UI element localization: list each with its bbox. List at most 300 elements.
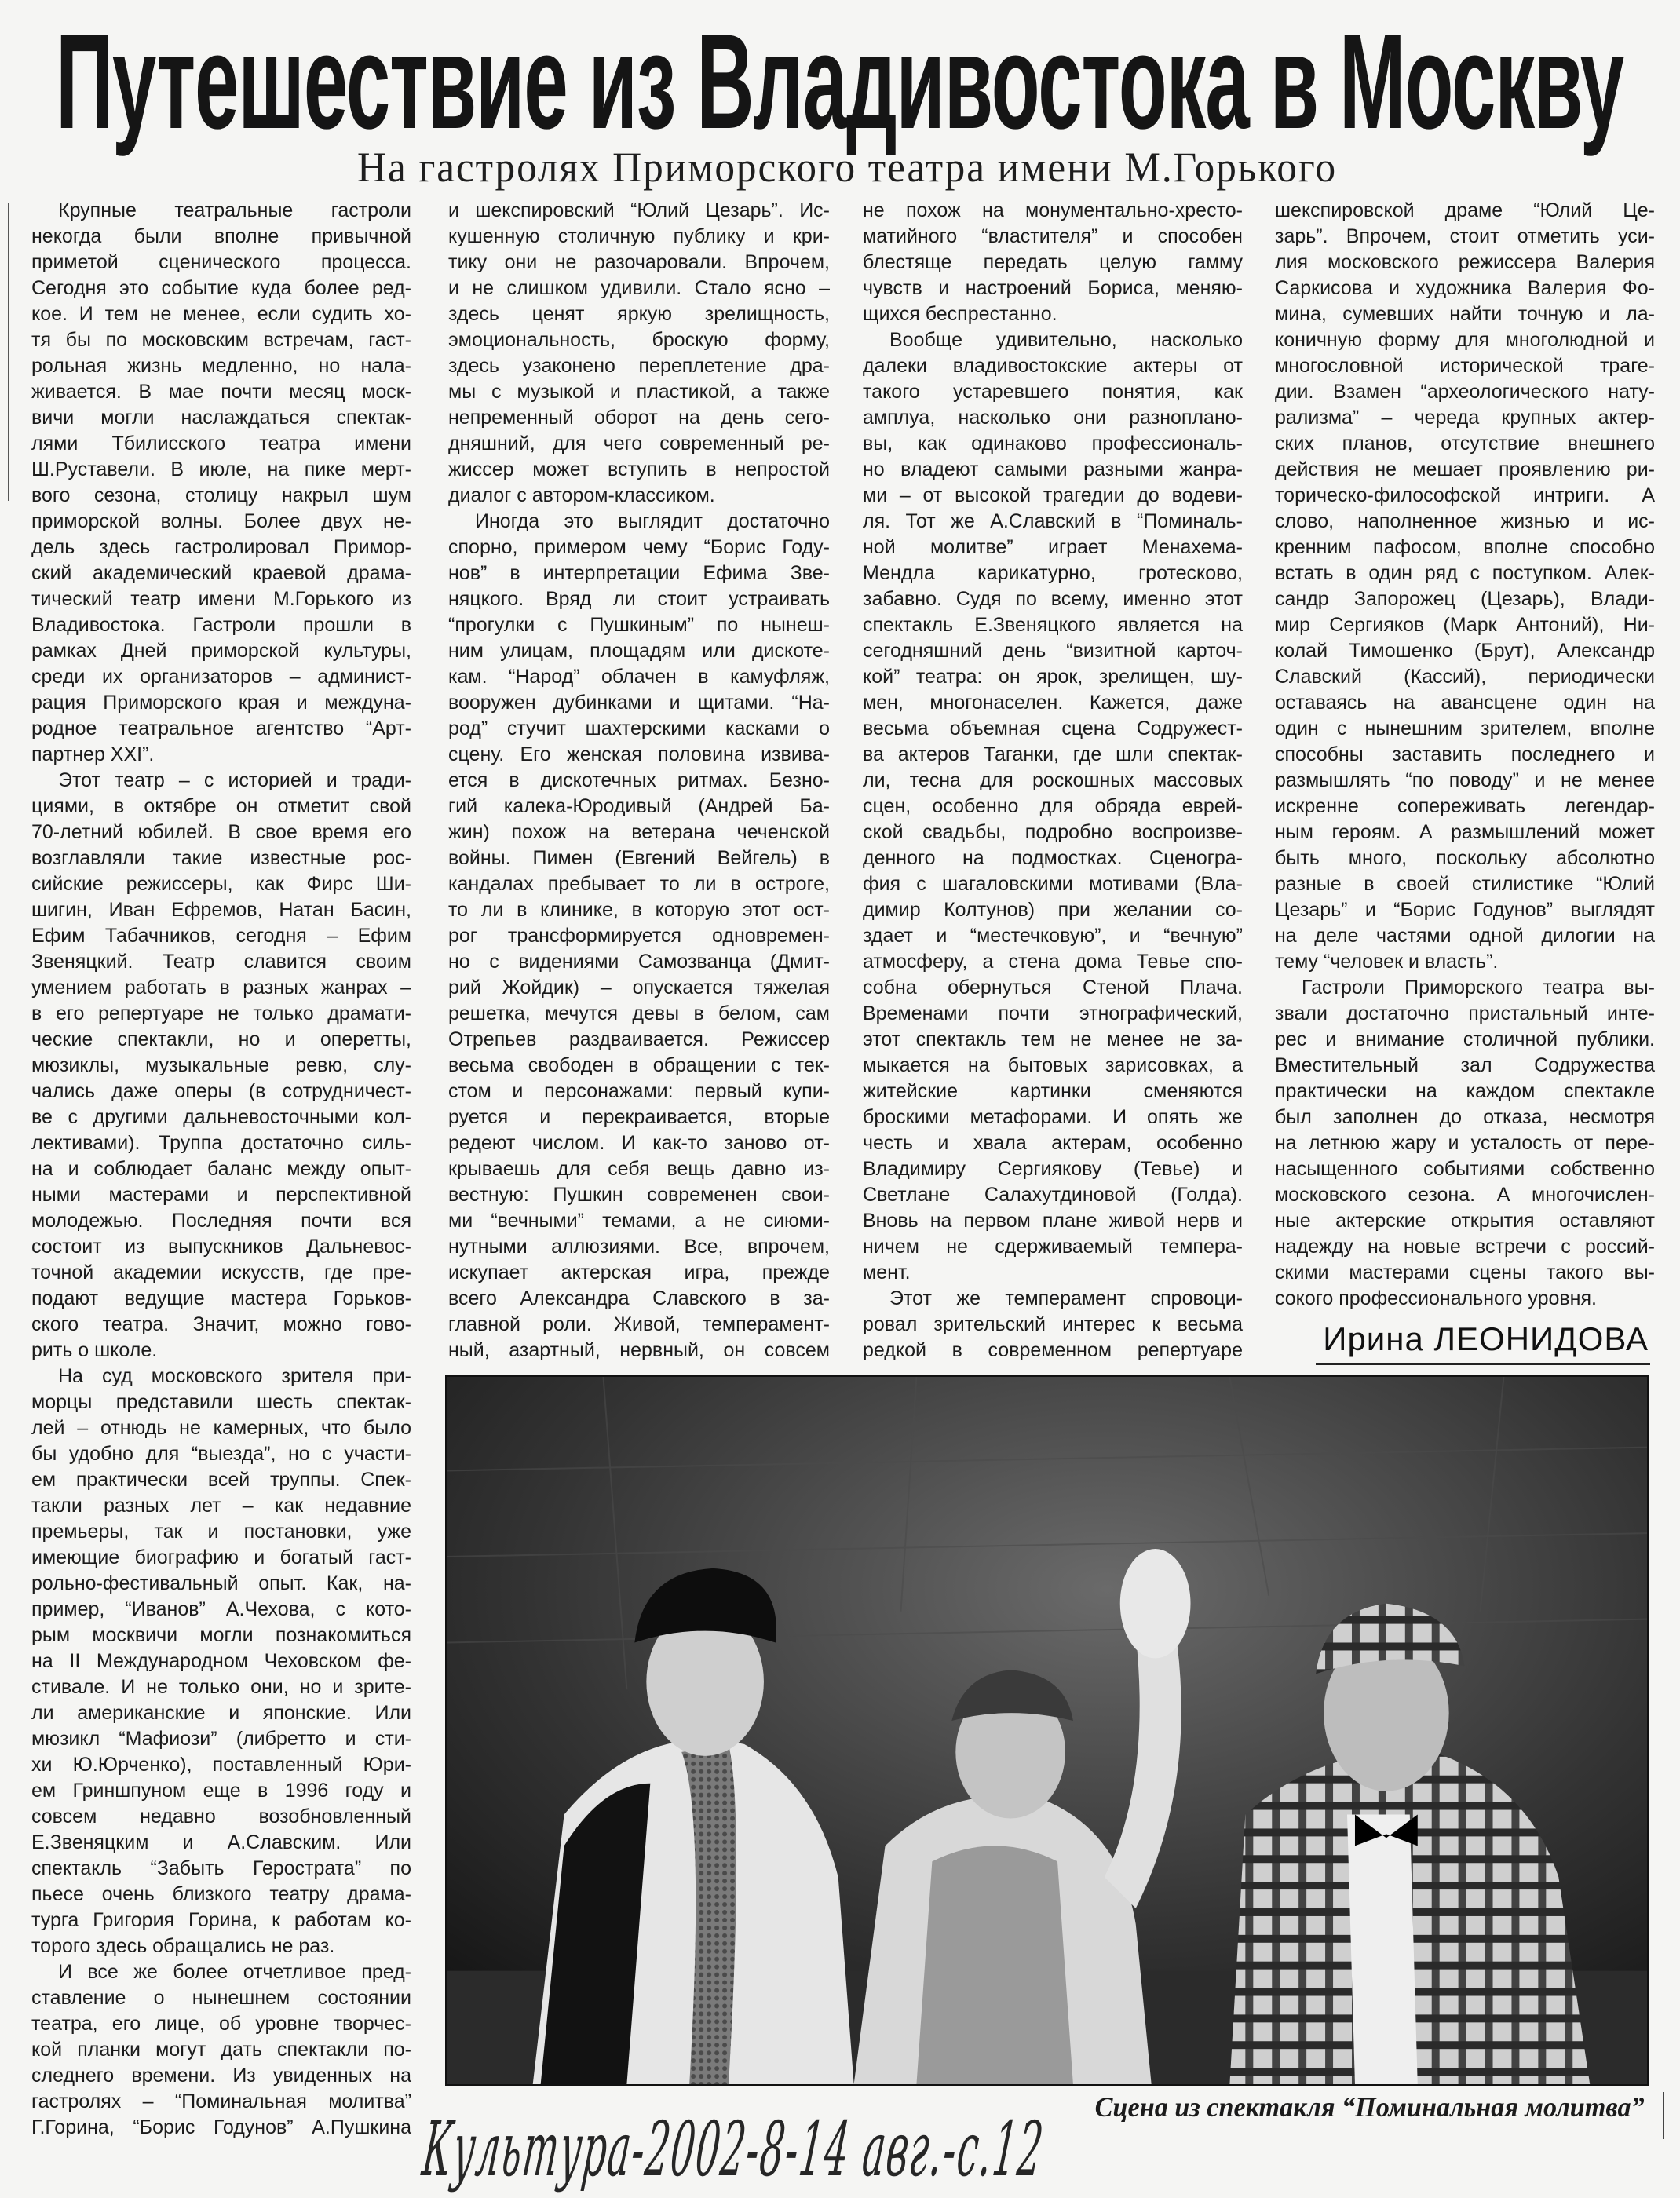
text-line [31,845,411,871]
text-line-content: вооружен дубинками и щитами. “На- [448,692,830,714]
text-line-content: родное театральное агентство “Арт- [31,717,411,739]
text-line [31,1778,411,1804]
text-line [863,379,1243,405]
author-first-name: Ирина [1323,1320,1424,1357]
text-line-content: Цезарь” и “Борис Годунов” выглядят [1275,899,1655,921]
text-line-content: премьеры, так и постановки, уже [31,1521,411,1543]
text-line-content: главной роли. Живой, темперамент- [448,1313,830,1335]
text-line [863,923,1243,949]
text-line-content: Вновь на первом плане живой нерв и [863,1210,1243,1232]
text-line [31,1104,411,1130]
text-line-content: шигин, Иван Ефремов, Натан Басин, [31,899,411,921]
text-line [31,457,411,483]
text-line-content: размышлять “по поводу” и не менее [1275,769,1655,791]
text-line [31,690,411,716]
text-line-content: Славский (Кассий), периодически [1275,666,1655,688]
text-line-content: среди их организаторов – админист- [31,666,411,688]
text-line [863,1260,1243,1286]
text-line-content: Владимиру Сергиякову (Тевье) и [863,1158,1243,1180]
text-line-content: ми “вечными” темами, а не сиюми- [448,1210,830,1232]
text-line [31,1389,411,1415]
text-line-content: мина, сумевших найти точную и ла- [1275,303,1655,325]
text-line-content: Сегодня это событие куда более ред- [31,277,411,299]
text-line [448,1338,830,1364]
article-column-4 [1275,198,1655,1312]
text-line [863,1182,1243,1208]
text-line [863,794,1243,820]
text-line-content: ной молитве” играет Менахема- [863,536,1243,558]
text-line-content: театра, его лице, об уровне творчес- [31,2013,411,2035]
text-line [863,1104,1243,1130]
text-line-content: приморской волны. Более двух не- [31,510,411,532]
text-line [448,664,830,690]
text-line [448,560,830,586]
text-line [863,742,1243,768]
text-line [31,1908,411,1933]
text-line [863,664,1243,690]
text-line [31,1286,411,1312]
text-line [448,457,830,483]
text-line [448,405,830,431]
text-line-content: На суд московского зрителя при- [58,1365,411,1387]
text-line-content: кам. “Народ” облачен в камуфляж, [448,666,830,688]
text-line [1275,327,1655,353]
text-line-content: многословной исторической траге- [1275,355,1655,377]
text-line-content: скими мастерами сцены такого вы- [1275,1261,1655,1283]
text-line [31,1338,411,1364]
text-line-content: атмосферу, а стена дома Тевье спо- [863,951,1243,973]
text-line [31,586,411,612]
text-line-content: сийские режиссеры, как Фирс Ши- [31,873,411,895]
text-line [31,1001,411,1027]
text-line-content: имеющие биографию и богатый гаст- [31,1546,411,1568]
text-line-content: ва актеров Таганки, где шли спектак- [863,743,1243,765]
text-line [1275,198,1655,224]
caption-rule [1663,2092,1664,2139]
text-line-content: далеки владивостокские актеры от [863,355,1243,377]
text-line-content: сегодняшний день “визитной карточ- [863,640,1243,662]
text-line-content: рес и внимание столичной публики. [1275,1028,1655,1050]
text-line-content: весьма объемная сцена Содружест- [863,717,1243,739]
text-line [31,1804,411,1830]
text-line-content: няцкого. Вряд ли стоит устраивать [448,588,830,610]
text-line-content: оставаясь на авансцене один на [1275,692,1655,714]
text-line [863,301,1243,327]
text-line [448,871,830,897]
text-line-content: здесь узаконено переплетение дра- [448,355,830,377]
text-line-content: надежду на новые встречи с россий- [1275,1236,1655,1258]
article-column-1 [31,198,411,2141]
text-line-content: кандалах пребывает то ли в остроге, [448,873,830,895]
text-line [1275,1182,1655,1208]
text-line [31,1130,411,1156]
text-line [448,1079,830,1104]
text-line [31,716,411,742]
text-line [863,250,1243,276]
text-line [31,1648,411,1674]
text-line [31,794,411,820]
text-line [448,1208,830,1234]
text-line [1275,560,1655,586]
text-line-content: лия московского режиссера Валерия [1275,251,1655,273]
text-line [863,690,1243,716]
text-line [448,431,830,457]
text-line [31,198,411,224]
text-line [31,1493,411,1519]
text-line [1275,431,1655,457]
text-line [863,612,1243,638]
text-line-content: кой планки могут дать спектакли по- [31,2039,411,2061]
text-line [863,1053,1243,1079]
text-line-content: в его репертуаре не только драмати- [31,1002,411,1024]
text-line-content: вичи могли наслаждаться спектак- [31,407,411,429]
text-line-content: то ли в клинике, в которую этот ост- [448,899,830,921]
text-line [1275,794,1655,820]
text-line [31,1933,411,1959]
text-line-content: денного на подмостках. Сценогра- [863,847,1243,869]
text-line [1275,1208,1655,1234]
text-line [1275,509,1655,535]
text-line-content: мент. [863,1261,911,1283]
text-line-content: один с нынешним зрителем, вполне [1275,717,1655,739]
text-line-content: но с видениями Самозванца (Дмит- [448,951,830,973]
text-line [31,1415,411,1441]
text-line [1275,820,1655,845]
text-line-content: ли американские и японские. Или [31,1702,411,1724]
text-line-content: мыкается на бытовых зарисовках, а [863,1054,1243,1076]
text-line-content: такого устаревшего понятия, как [863,381,1243,403]
text-line-content: стивале. И не только они, но и зрите- [31,1676,411,1698]
text-line [863,509,1243,535]
text-line-content: ничем не сдерживаемый темпера- [863,1236,1243,1258]
text-line [863,405,1243,431]
text-line [31,431,411,457]
text-line [1275,1079,1655,1104]
author-last-name: ЛЕОНИДОВА [1433,1320,1649,1357]
text-line-content: жиссер может вступить в непростой [448,458,830,480]
text-line [31,923,411,949]
text-line-content: кое. И тем не менее, если судить хо- [31,303,411,325]
text-line [31,1519,411,1545]
text-line [31,2089,411,2115]
text-line [863,949,1243,975]
text-line [31,1208,411,1234]
text-line-content: и шекспировский “Юлий Цезарь”. Ис- [448,199,830,221]
byline [1323,1320,1649,1358]
text-line-content: броскими метафорами. И опять же [863,1106,1243,1128]
text-line [31,379,411,405]
text-line-content: чувств и настроений Бориса, меняю- [863,277,1243,299]
text-line [863,483,1243,509]
text-line [31,1959,411,1985]
text-line [31,250,411,276]
photo-caption: Сцена из спектакля “Поминальная молитва” [1095,2091,1645,2123]
text-line [448,535,830,560]
text-line-content: рация Приморского края и междуна- [31,692,411,714]
text-line [1275,379,1655,405]
text-line-content: турга Григория Горина, к работам ко- [31,1909,411,1931]
text-line [1275,1286,1655,1312]
text-line-content: забавно. Судя по всему, именно этот [863,588,1243,610]
text-line [863,820,1243,845]
text-line [448,716,830,742]
text-line [863,768,1243,794]
text-line [1275,301,1655,327]
text-line [863,560,1243,586]
text-line [31,1441,411,1467]
text-line-content: ского театра. Значит, можно гово- [31,1313,411,1335]
text-line-content: лей – отнюдь не камерных, что было [31,1417,411,1439]
text-line [31,560,411,586]
text-line [863,327,1243,353]
text-line-content: но владеют самыми разными жанра- [863,458,1243,480]
column-rule [8,203,9,501]
text-line-content: Звеняцкий. Театр славится своим [31,951,411,973]
text-line [448,1130,830,1156]
text-line-content: приметой сценического процесса. [31,251,411,273]
text-line [31,1623,411,1648]
text-line [31,1053,411,1079]
text-line [31,1571,411,1597]
text-line-content: кой” театра: он ярок, зрелищен, шу- [863,666,1243,688]
text-line-content: И все же более отчетливое пред- [58,1961,411,1983]
text-line-content: возглавляли такие известные рос- [31,847,411,869]
text-line-content: звали достаточно пристальный инте- [1275,1002,1655,1024]
text-line [31,2115,411,2141]
text-line-content: непременный оборот на день сего- [448,407,830,429]
text-line [448,301,830,327]
text-line [1275,535,1655,560]
text-line-content: ли, тесна для роскошных массовых [863,769,1243,791]
text-line-content: насыщенного событиями собственно [1275,1158,1655,1180]
text-line [1275,716,1655,742]
text-line-content: подают ведущие мастера Горьков- [31,1287,411,1309]
text-line-content: этот спектакль тем не менее не за- [863,1028,1243,1050]
text-line [448,845,830,871]
text-line-content: лективами). Труппа достаточно силь- [31,1132,411,1154]
text-line-content: здает и “местечковую”, и “вечную” [863,925,1243,947]
text-line [31,742,411,768]
text-line-content: Ефим Табачников, сегодня – Ефим [31,925,411,947]
text-line-content: следнего времени. Из увиденных на [31,2065,411,2087]
text-line [448,586,830,612]
text-line-content: Мендла карикатурно, гротесково, [863,562,1243,584]
text-line [1275,1104,1655,1130]
text-line [31,1467,411,1493]
text-line [31,1027,411,1053]
text-line-content: Иногда это выглядит достаточно [475,510,830,532]
text-line-content: “прогулки с Пушкиным” по нынеш- [448,614,830,636]
stage-photo [445,1375,1649,2086]
text-line-content: московского сезона. А многочислен- [1275,1184,1655,1206]
text-line-content: ческие спектакли, но и оперетты, [31,1028,411,1050]
text-line [1275,975,1655,1001]
text-line [448,1001,830,1027]
text-line-content: сцену. Его женская половина извива- [448,743,830,765]
text-line-content: ве с другими дальневосточными кол- [31,1106,411,1128]
text-line-content: рить о школе. [31,1339,158,1361]
text-line-content: дняшний, для чего современный ре- [448,433,830,455]
text-line-content: собна обернуться Стеной Плача. [863,977,1243,999]
text-line [448,483,830,509]
text-line-content: действия не мешает проявлению ри- [1275,458,1655,480]
text-line-content: мен, многонаселен. Кажется, даже [863,692,1243,714]
text-line [448,794,830,820]
text-line-content: сокого профессионального уровня. [1275,1287,1597,1309]
text-line-content: пьесе очень близкого театру драма- [31,1883,411,1905]
text-line [1275,224,1655,250]
text-line [31,1597,411,1623]
text-line-content: тя бы по московским встречам, гаст- [31,329,411,351]
subheadline: На гастролях Приморского театра имени М.Горького [357,144,1337,191]
text-line [448,820,830,845]
text-line-content: сцен, особенно для обряда еврей- [863,795,1243,817]
text-line [863,1234,1243,1260]
text-line-content: рог трансформируется одновремен- [448,925,830,947]
text-line [1275,845,1655,871]
text-line [1275,1130,1655,1156]
text-line [31,1752,411,1778]
text-line [863,1338,1243,1364]
text-line-content: тему “человек и власть”. [1275,951,1499,973]
text-line [31,1674,411,1700]
text-line-content: дель здесь гастролировал Примор- [31,536,411,558]
text-line-content: Временами почти этнографический, [863,1002,1243,1024]
text-line-content: искренне сопереживать легендар- [1275,795,1655,817]
text-line [31,1234,411,1260]
text-line [1275,1027,1655,1053]
text-line-content: практически на каждом спектакле [1275,1080,1655,1102]
text-line-content: ним улицам, площадям или дискоте- [448,640,830,662]
text-line-content: дии. Взамен “археологического нату- [1275,381,1655,403]
text-line-content: встать в один ряд с поступком. Алек- [1275,562,1655,584]
text-line [31,897,411,923]
text-line [448,327,830,353]
text-line-content: хи Ю.Юрченко), поставленный Юри- [31,1754,411,1776]
text-line [863,431,1243,457]
text-line-content: совсем недавно возобновленный [31,1806,411,1827]
text-line-content: спектакль Е.Звеняцкого является на [863,614,1243,636]
text-line [863,1286,1243,1312]
text-line [1275,457,1655,483]
text-line [31,509,411,535]
text-line-content: Ш.Руставели. В июле, на пике мерт- [31,458,411,480]
text-line [31,2037,411,2063]
text-line [31,820,411,845]
text-line-content: ный, азартный, нервный, он совсем [448,1339,830,1361]
text-line-content: не похож на монументально-хресто- [863,199,1243,221]
text-line-content: сандр Запорожец (Цезарь), Влади- [1275,588,1655,610]
text-line-content: на и соблюдает баланс между опыт- [31,1158,411,1180]
text-line-content: мюзиклы, музыкальные ревю, слу- [31,1054,411,1076]
text-line [1275,353,1655,379]
text-line [1275,690,1655,716]
text-line [448,1104,830,1130]
text-line-content: ской свадьбы, подробно воспроизве- [863,821,1243,843]
article-column-3 [863,198,1243,1364]
text-line-content: стом и персонажами: первый купи- [448,1080,830,1102]
text-line [448,690,830,716]
text-line-content: здесь ценят яркую зрелищность, [448,303,830,325]
text-line-content: житейские картинки сменяются [863,1080,1243,1102]
text-line-content: тику они не разочаровали. Впрочем, [448,251,830,273]
text-line-content: щихся беспрестанно. [863,303,1057,325]
text-line [448,1234,830,1260]
text-line-content: искупает актерская игра, прежде [448,1261,830,1283]
text-line [1275,897,1655,923]
text-line-content: ровал зрительский интерес к весьма [863,1313,1243,1335]
text-line-content: Г.Горина, “Борис Годунов” А.Пушкина [31,2116,411,2138]
text-line [448,379,830,405]
text-line-content: торическо-философской интриги. А [1275,484,1655,506]
text-line [1275,664,1655,690]
text-line-content: слово, наполненное жизнью и ис- [1275,510,1655,532]
text-line [448,1053,830,1079]
stage-photo-image [447,1377,1647,2084]
text-line-content: Саркисова и художника Валерия Фо- [1275,277,1655,299]
text-line-content: спектакль “Забыть Герострата” по [31,1857,411,1879]
text-line [448,198,830,224]
text-line [31,2063,411,2089]
text-line-content: чались даже оперы (в сотрудничест- [31,1080,411,1102]
text-line-content: и не слишком удивили. Стало ясно – [448,277,830,299]
text-line [863,276,1243,301]
text-line-content: некогда были вполне привычной [31,225,411,247]
text-line [31,949,411,975]
text-line-content: Этот же темперамент спровоци- [889,1287,1243,1309]
text-line [448,612,830,638]
text-line-content: пример, “Иванов” А.Чехова, с кото- [31,1598,411,1620]
text-line-content: живается. В мае почти месяц моск- [31,381,411,403]
text-line [448,923,830,949]
text-line [863,845,1243,871]
text-line-content: вого сезона, столицу накрыл шум [31,484,411,506]
text-line-content: спорно, примером чему “Борис Году- [448,536,830,558]
text-line [863,1208,1243,1234]
text-line-content: редеют числом. И как-то заново от- [448,1132,830,1154]
text-line-content: жин) похож на ветерана чеченской [448,821,830,843]
text-line [31,1700,411,1726]
text-line [1275,1053,1655,1079]
text-line-content: молодежью. Последняя почти вся [31,1210,411,1232]
text-line [31,975,411,1001]
text-line [31,1545,411,1571]
text-line-content: циями, в октябре он отметит свой [31,795,411,817]
text-line [448,1156,830,1182]
text-line [448,949,830,975]
text-line [31,405,411,431]
text-line [31,301,411,327]
text-line-content: умением работать в разных жанрах – [31,977,411,999]
text-line [863,897,1243,923]
text-line [1275,768,1655,794]
text-line-content: диалог с автором-классиком. [448,484,715,506]
text-line-content: мы с музыкой и пластикой, а также [448,381,830,403]
text-line [31,353,411,379]
text-line-content: крываешь для себя вещь давно из- [448,1158,830,1180]
text-line [863,975,1243,1001]
text-line-content: 70-летний юбилей. В свое время его [31,821,411,843]
text-line-content: на деле частями одной дилогии на [1275,925,1655,947]
text-line-content: Е.Звеняцким и А.Славским. Или [31,1831,411,1853]
text-line-content: торого здесь обращались не раз. [31,1935,335,1957]
text-line [863,198,1243,224]
text-line-content: ным героям. А размышлений может [1275,821,1655,843]
text-line [31,1364,411,1389]
text-line [1275,742,1655,768]
text-line-content: быть много, поскольку абсолютно [1275,847,1655,869]
text-line-content: руется и перекраивается, вторые [448,1106,830,1128]
